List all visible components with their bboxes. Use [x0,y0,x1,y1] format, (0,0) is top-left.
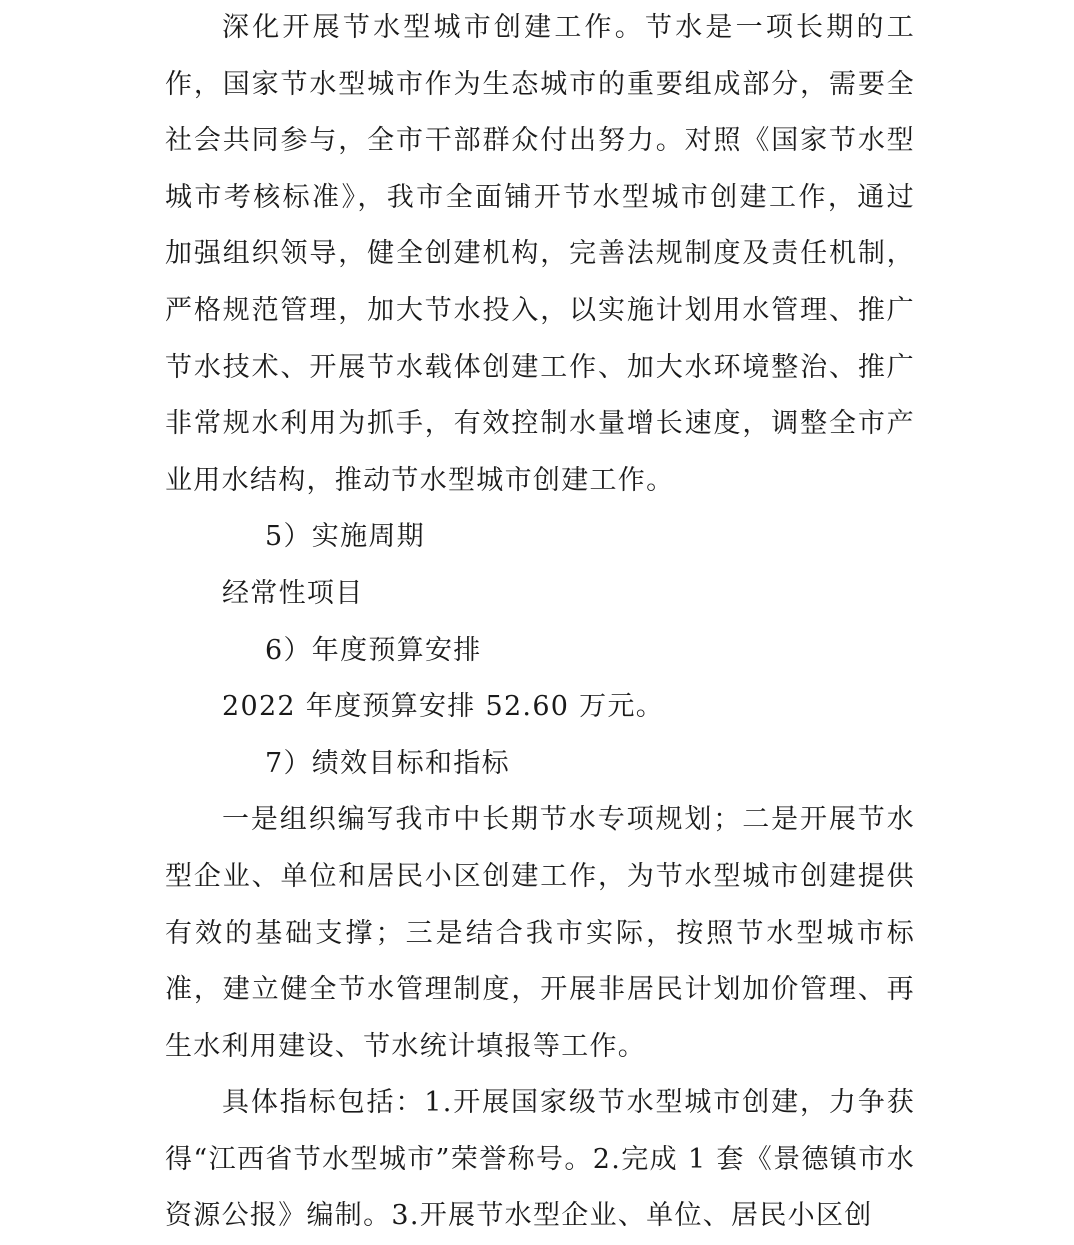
body-text [165,0,915,1245]
paragraph-performance-goals: 一是组织编写我市中长期节水专项规划；二是开展节水型企业、单位和居民小区创建工作，为节水型城市创建提供有效的基础支撑；三是结合我市实际，按照节水型城市标准，建立健全节水管理制度，开展非居民计划加价管理、再生水利用建设、节水统计填报等工作。 [165,804,915,1062]
paragraph-specific-indicators: 具体指标包括：1.开展国家级节水型城市创建，力争获得“江西省节水型城市”荣誉称号。2.完成 1 套《景德镇市水资源公报》编制。3.开展节水型企业、单位、居民小区创 [165,1087,915,1232]
paragraph-annual-budget: 2022 年度预算安排 52.60 万元。 [222,691,665,723]
heading-implementation-period: 5）实施周期 [265,521,425,553]
heading-performance-goals: 7）绩效目标和指标 [265,747,510,779]
heading-annual-budget: 6）年度预算安排 [265,634,482,666]
paragraph-water-saving-city: 深化开展节水型城市创建工作。节水是一项长期的工作，国家节水型城市作为生态城市的重要组成部分，需要全社会共同参与，全市干部群众付出努力。对照《国家节水型城市考核标准》，我市全面铺开节水型城市创建工作，通过加强组织领导，健全创建机构，完善法规制度及责任机制，严格规范管理，加大节水投入，以实施计划用水管理、推广节水技术、开展节水载体创建工作、加大水环境整治、推广非常规水利用为抓手，有效控制水量增长速度，调整全市产业用水结构，推动节水型城市创建工作。 [165,12,915,496]
paragraph-implementation-period: 经常性项目 [222,577,364,609]
